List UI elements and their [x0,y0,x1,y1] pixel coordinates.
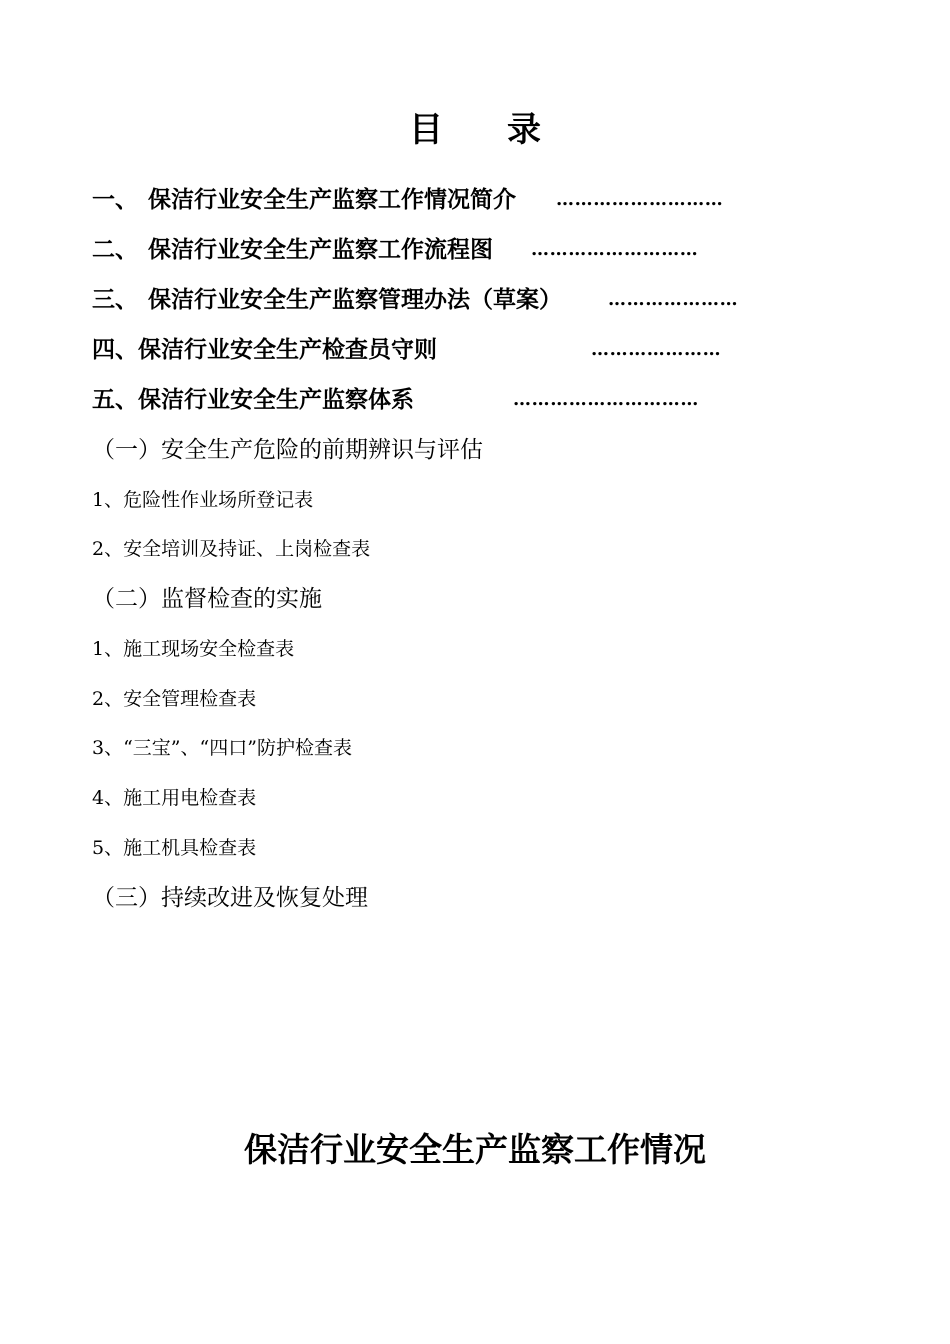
toc-entry-text: 保洁行业安全生产监察管理办法（草案） [148,286,562,313]
toc-leader-4: ………………… [591,339,722,360]
toc-leader-3: ………………… [608,289,739,310]
toc-item[interactable]: 2、安全管理检查表 [92,688,257,710]
toc-item[interactable]: 1、施工现场安全检查表 [92,638,295,660]
toc-subheading-2[interactable]: （二）监督检查的实施 [92,586,322,612]
toc-subheading-3[interactable]: （三）持续改进及恢复处理 [92,885,368,911]
toc-entry-number: 四、 [92,336,138,363]
toc-item[interactable]: 1、危险性作业场所登记表 [92,489,314,511]
toc-leader-5: ………………………… [513,389,699,410]
toc-entry-number: 五、 [92,386,138,413]
toc-entry-number: 三、 [92,286,138,313]
toc-entry-2[interactable] [92,235,493,265]
toc-title [0,102,950,151]
toc-entry-text: 保洁行业安全生产监察体系 [138,386,414,413]
toc-title-char-2: 录 [507,110,541,150]
document-heading: 保洁行业安全生产监察工作情况 [244,1130,706,1169]
toc-title-char-1: 目 [409,110,443,150]
toc-entry-4[interactable] [92,335,437,365]
toc-subheading-1[interactable]: （一）安全生产危险的前期辨识与评估 [92,437,483,463]
toc-entry-3[interactable] [92,285,562,315]
toc-entry-5[interactable] [92,385,414,415]
toc-entry-text: 保洁行业安全生产监察工作流程图 [148,236,493,263]
toc-entry-number: 二、 [92,236,138,263]
toc-entry-text: 保洁行业安全生产检查员守则 [138,336,437,363]
toc-item[interactable]: 3、“三宝”、“四口”防护检查表 [92,737,352,759]
toc-item[interactable]: 4、施工用电检查表 [92,787,257,809]
toc-leader-2: ……………………… [531,239,699,260]
toc-leader-1: ……………………… [556,189,724,210]
toc-entry-1[interactable] [92,185,516,215]
toc-entry-number: 一、 [92,186,138,213]
toc-item[interactable]: 2、安全培训及持证、上岗检查表 [92,538,371,560]
toc-entry-text: 保洁行业安全生产监察工作情况简介 [148,186,516,213]
toc-item[interactable]: 5、施工机具检查表 [92,837,257,859]
